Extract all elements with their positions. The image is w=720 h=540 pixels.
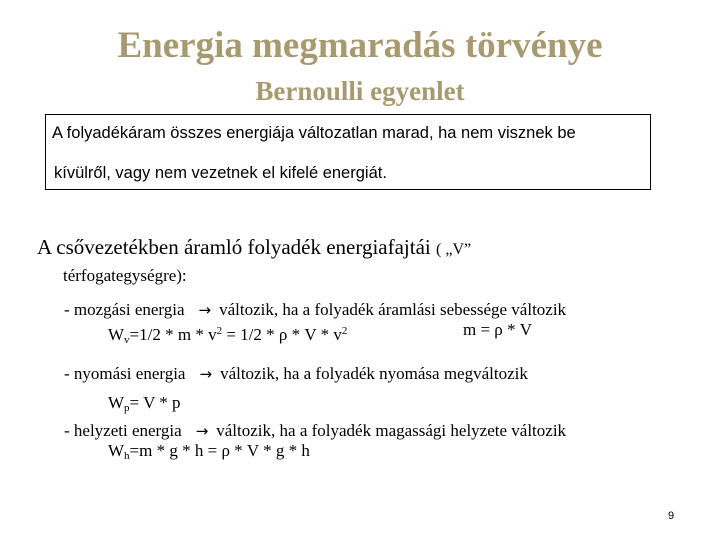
slide-title: Energia megmaradás törvénye xyxy=(117,25,603,66)
formula-superscript: 2 xyxy=(341,325,348,337)
formula-symbol: W xyxy=(108,441,125,460)
arrow-right-icon: → xyxy=(195,422,209,440)
formula-part: = V * p xyxy=(129,393,181,412)
energy-item-potential xyxy=(64,421,566,441)
formula-symbol: W xyxy=(108,393,125,412)
energy-item-kinetic xyxy=(64,300,566,320)
energy-description: változik, ha a folyadék magassági helyzete változik xyxy=(216,421,567,440)
formula-subscript: h xyxy=(124,450,130,462)
definition-box xyxy=(45,114,651,190)
formula-part: =m * g * h = ρ * V * g * h xyxy=(129,441,310,460)
mass-formula: m = ρ * V xyxy=(463,320,533,339)
intro-line-2: térfogategységre): xyxy=(63,266,187,285)
potential-energy-formula xyxy=(108,441,310,462)
formula-symbol: W xyxy=(108,325,125,344)
energy-name: - helyzeti energia xyxy=(64,421,182,440)
intro-small-text: ( „V” xyxy=(436,241,472,258)
formula-subscript: p xyxy=(124,402,130,414)
formula-part: = 1/2 * ρ * V * v xyxy=(222,325,342,344)
energy-name: - nyomási energia xyxy=(64,364,186,383)
intro-main-text: A csővezetékben áramló folyadék energiafajtái xyxy=(37,235,431,259)
intro-line-1 xyxy=(37,235,471,260)
energy-item-pressure xyxy=(64,364,528,384)
slide-subtitle: Bernoulli egyenlet xyxy=(255,76,465,106)
definition-line-2: kívülről, vagy nem vezetnek el kifelé energiát. xyxy=(54,164,387,182)
formula-superscript: 2 xyxy=(216,325,223,337)
definition-line-1: A folyadékáram összes energiája változatlan marad, ha nem visznek be xyxy=(52,124,576,142)
formula-subscript: v xyxy=(124,334,130,346)
page-number: 9 xyxy=(668,510,675,522)
formula-part: =1/2 * m * v xyxy=(129,325,217,344)
energy-name: - mozgási energia xyxy=(64,300,185,319)
kinetic-energy-formula xyxy=(108,325,347,346)
arrow-right-icon: → xyxy=(199,365,213,383)
energy-description: változik, ha a folyadék áramlási sebessége változik xyxy=(219,300,567,319)
energy-description: változik, ha a folyadék nyomása megváltozik xyxy=(220,364,528,383)
arrow-right-icon: → xyxy=(198,301,212,319)
pressure-energy-formula xyxy=(108,393,181,414)
